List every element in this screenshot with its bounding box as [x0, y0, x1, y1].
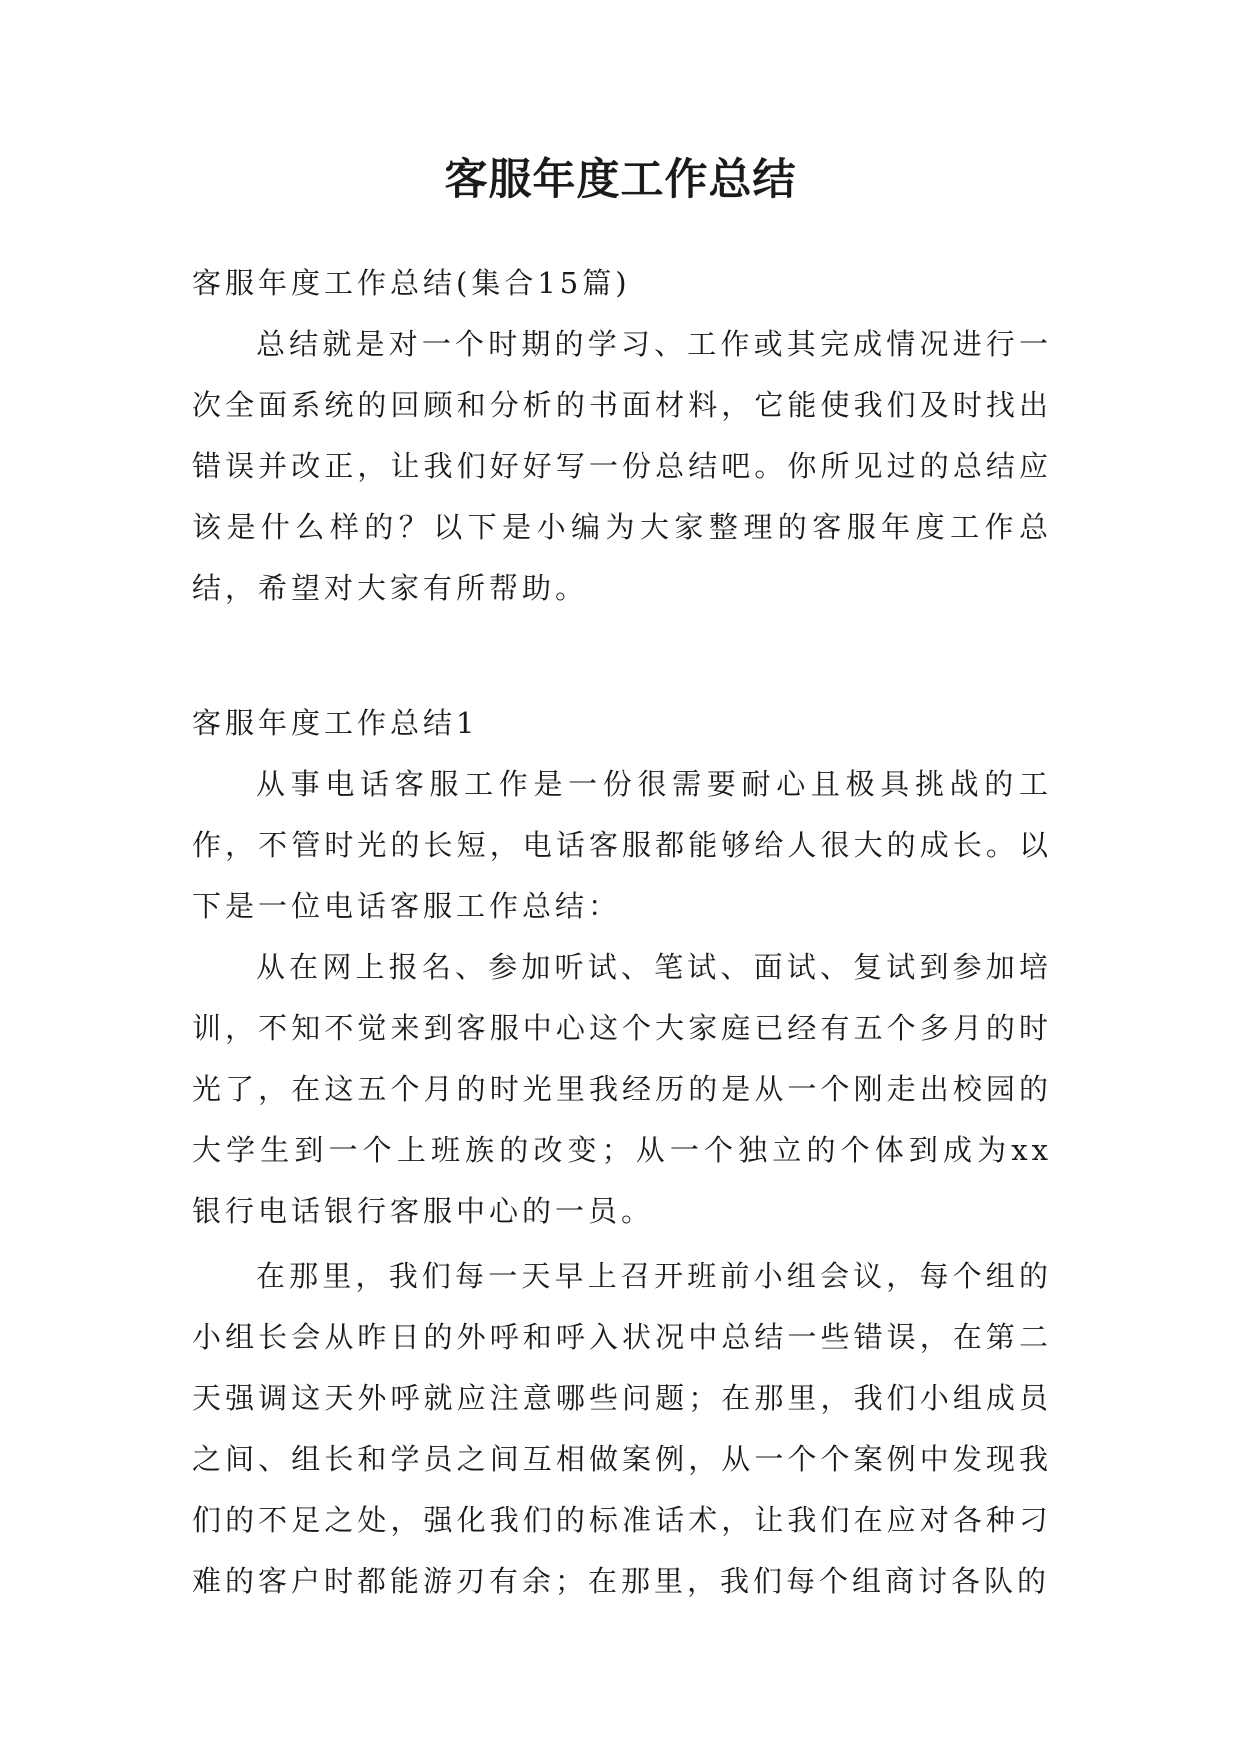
body-paragraph: 在那里，我们每一天早上召开班前小组会议，每个组的小组长会从昨日的外呼和呼入状况中总结一些错误，在第二天强调这天外呼就应注意哪些问题；在那里，我们小组成员之间、组长和学员之间互相做案例，从一个个案例中发现我们的不足之处，强化我们的标准话术，让我们在应对各种刁难的客户时都能游刃有余；在那里，我们每个组商讨各队的 [192, 1259, 1052, 1598]
document-title: 客服年度工作总结 [444, 155, 797, 205]
document-body [192, 253, 1052, 1612]
section-heading: 客服年度工作总结1 [192, 706, 479, 740]
section-spacer [192, 619, 1052, 693]
body-paragraph: 从在网上报名、参加听试、笔试、面试、复试到参加培训，不知不觉来到客服中心这个大家庭已经有五个多月的时光了，在这五个月的时光里我经历的是从一个刚走出校园的大学生到一个上班族的改变；从一个独立的个体到成为xx银行电话银行客服中心的一员。 [192, 950, 1052, 1228]
document-subtitle: 客服年度工作总结(集合15篇) [192, 266, 631, 300]
body-paragraph: 从事电话客服工作是一份很需要耐心且极具挑战的工作，不管时光的长短，电话客服都能够给人很大的成长。以下是一位电话客服工作总结： [192, 767, 1052, 923]
intro-paragraph: 总结就是对一个时期的学习、工作或其完成情况进行一次全面系统的回顾和分析的书面材料，它能使我们及时找出错误并改正，让我们好好写一份总结吧。你所见过的总结应该是什么样的？以下是小编为大家整理的客服年度工作总结，希望对大家有所帮助。 [192, 327, 1052, 605]
